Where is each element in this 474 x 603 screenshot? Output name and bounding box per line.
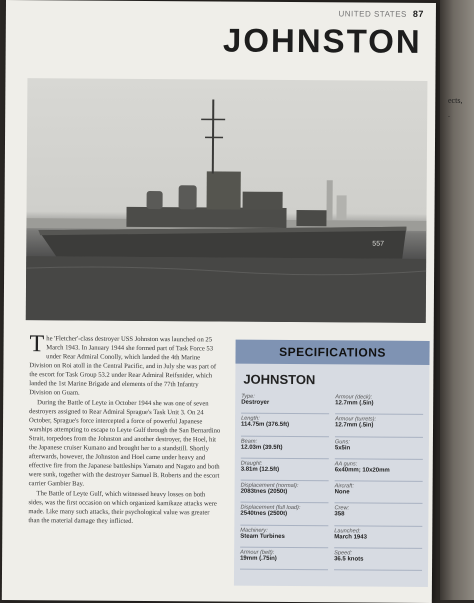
spec-key: Armour (turrets): bbox=[335, 415, 423, 424]
spec-key: Armour (deck): bbox=[335, 392, 423, 401]
spec-key: Displacement (normal): bbox=[241, 481, 329, 490]
spec-value: 358 bbox=[334, 512, 422, 519]
spec-value: None bbox=[335, 489, 423, 496]
spec-row bbox=[240, 503, 328, 526]
specifications-left-column bbox=[240, 392, 329, 571]
spec-key: Guns: bbox=[335, 437, 423, 446]
spec-value: Destroyer bbox=[241, 400, 329, 407]
specifications-box bbox=[234, 340, 430, 587]
spec-key: AA guns: bbox=[335, 459, 423, 468]
spec-key: Aircraft: bbox=[335, 481, 423, 490]
spec-value: 12.7mm (.5in) bbox=[335, 423, 423, 430]
spec-value: Steam Turbines bbox=[240, 533, 328, 540]
spec-value: 114.75m (376.5ft) bbox=[241, 422, 329, 429]
spec-row bbox=[240, 548, 328, 571]
spec-key: Beam: bbox=[241, 436, 329, 445]
spec-key: Displacement (full load): bbox=[240, 503, 328, 512]
spec-key: Draught: bbox=[241, 459, 329, 468]
spec-row bbox=[240, 525, 328, 548]
spec-value: 3.81m (12.5ft) bbox=[241, 467, 329, 474]
specifications-heading: SPECIFICATIONS bbox=[235, 340, 429, 365]
spec-row bbox=[241, 414, 329, 437]
ship-photo bbox=[26, 78, 428, 323]
spec-row bbox=[335, 415, 423, 438]
spec-value: 6x40mm; 10x20mm bbox=[335, 467, 423, 474]
page-title: JOHNSTON bbox=[223, 22, 422, 61]
ship-photo-illustration bbox=[26, 78, 428, 323]
spec-row bbox=[241, 392, 329, 415]
adjacent-page-fragment: . bbox=[448, 110, 450, 119]
hull-number: 557 bbox=[372, 241, 384, 248]
spec-row bbox=[334, 504, 422, 527]
spec-key: Speed: bbox=[334, 548, 422, 557]
spec-key: Crew: bbox=[334, 504, 422, 513]
paragraph: During the Battle of Leyte in October 1944 she was one of seven destroyers assigned to Rear Admiral Sprague's Task Unit 3. On 24 October, Sprague's force intercepted a force of powerful Japanese warships attempting to escape to Leyte Gulf through the San Bernardino Strait, torpedoes from the Johnston and another destroyer, the Hoel, hit the Japanese cruiser Kumano and brought her to a standstill. Shortly afterwards, however, the Johnston and Hoel came under heavy and effective fire from the Japanese battleships Yamato and Nagato and both were sunk, together with the destroyer Samuel B. Roberts and the escort carrier Gambier Bay. bbox=[29, 398, 222, 489]
spec-row bbox=[335, 392, 423, 415]
spec-key: Launched: bbox=[334, 526, 422, 535]
spec-value: 19mm (.75in) bbox=[240, 556, 328, 563]
book-page bbox=[2, 0, 436, 603]
page-number: 87 bbox=[413, 9, 424, 19]
spec-value: 12.03m (39.5ft) bbox=[241, 444, 329, 451]
spec-row bbox=[335, 459, 423, 482]
spec-value: 36.5 knots bbox=[334, 556, 422, 563]
spec-value: 5x5in bbox=[335, 445, 423, 452]
spec-key: Length: bbox=[241, 414, 329, 423]
section-label: UNITED STATES bbox=[338, 9, 406, 18]
spec-row bbox=[335, 437, 423, 460]
specifications-ship-name: JOHNSTON bbox=[235, 364, 429, 393]
spec-key: Type: bbox=[241, 392, 329, 401]
paragraph: The Battle of Leyte Gulf, which witnessed heavy losses on both sides, was the first occasion on which organized kamikaze attacks were made. Like many such attacks, their psychological value was greater than the material damage they inflicted. bbox=[28, 489, 220, 526]
drop-cap: T bbox=[30, 334, 45, 354]
adjacent-page-fragment: ects, bbox=[448, 96, 462, 105]
paragraph: he 'Fletcher'-class destroyer USS Johnston was launched on 25 March 1943. In January 1944 she formed part of Task Force 53 under Rear Admiral Conolly, which landed the 4th Marine Division on Roi atoll in the Central Pacific, and in July she was part of the escort for Task Group 53.2 under Rear Admiral Reifsnider, which landed the 1st Marine Brigade and elements of the 77th Infantry Division on Guam. bbox=[29, 334, 221, 398]
spec-row bbox=[334, 526, 422, 549]
spec-row bbox=[241, 459, 329, 482]
article-text bbox=[28, 334, 221, 527]
spec-value: 2540tnes (2500t) bbox=[240, 511, 328, 518]
spec-key: Machinery: bbox=[240, 525, 328, 534]
spec-row bbox=[241, 436, 329, 459]
running-header bbox=[338, 8, 424, 19]
spec-row bbox=[334, 548, 422, 571]
specifications-right-column bbox=[334, 392, 423, 571]
spec-value: 12.7mm (.5in) bbox=[335, 400, 423, 407]
spec-row bbox=[334, 481, 422, 504]
spec-row bbox=[240, 481, 328, 504]
adjacent-page-edge bbox=[440, 0, 474, 600]
spec-value: March 1943 bbox=[334, 534, 422, 541]
spec-value: 2083tnes (2050t) bbox=[241, 489, 329, 496]
spec-key: Armour (belt): bbox=[240, 548, 328, 557]
